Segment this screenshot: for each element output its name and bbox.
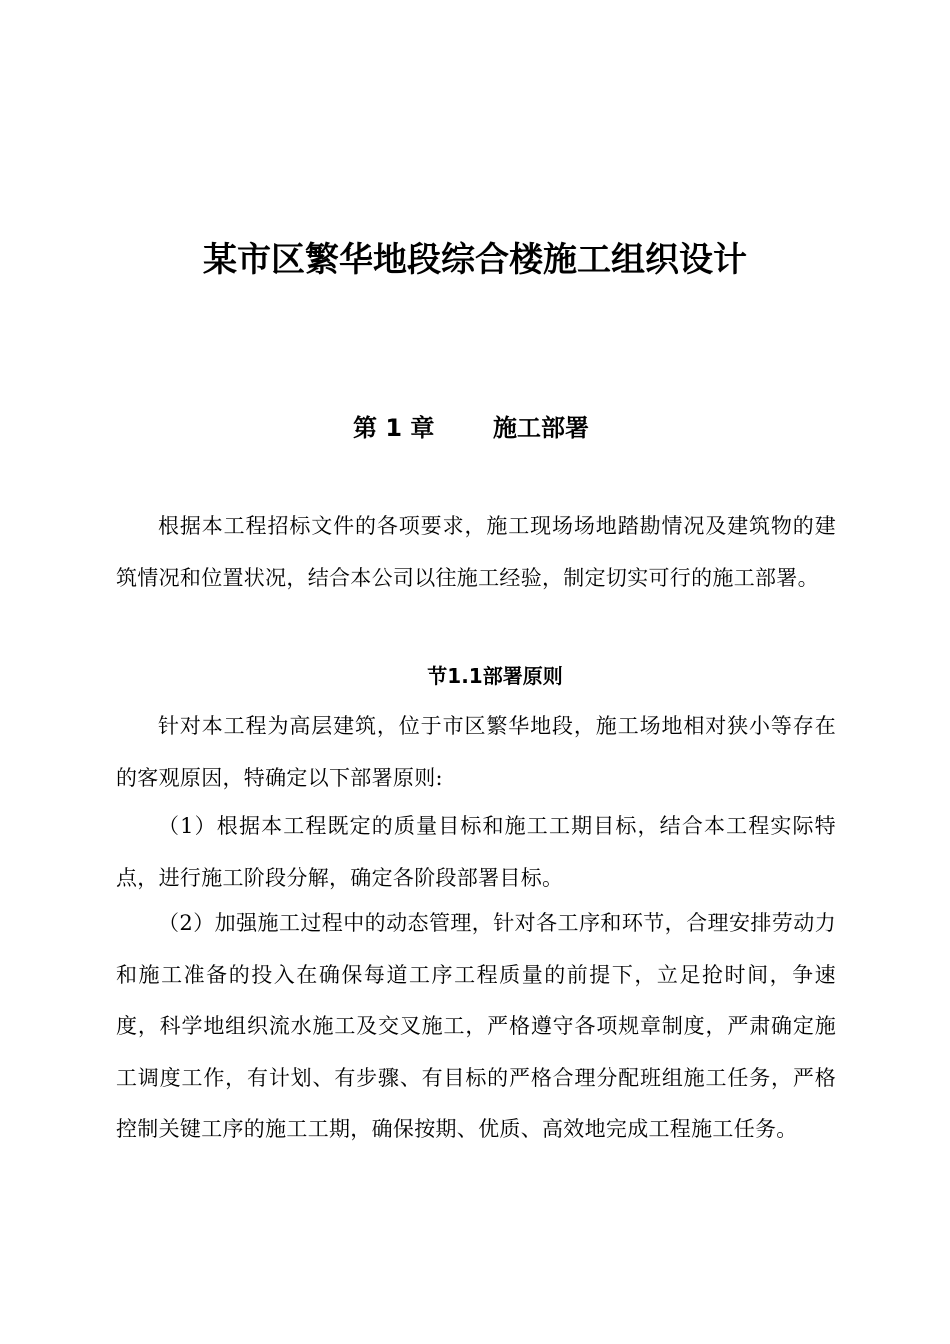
chapter-title: 施工部署 <box>493 414 589 442</box>
section-paragraph: 针对本工程为高层建筑，位于市区繁华地段，施工场地相对狭小等存在的客观原因，特确定以下部署原则: <box>116 714 836 790</box>
section-paragraph: （2）加强施工过程中的动态管理，针对各工序和环节，合理安排劳动力和施工准备的投入在确保每道工序工程质量的前提下，立足抢时间，争速度，科学地组织流水施工及交叉施工，严格遵守各项规章制度，严肃确定施工调度工作，有计划、有步骤、有目标的严格合理分配班组施工任务，严格控制关键工序的施工工期，确保按期、优质、高效地完成工程施工任务。 <box>116 911 836 1141</box>
document-title: 某市区繁华地段综合楼施工组织设计 <box>203 240 747 280</box>
intro-paragraph: 根据本工程招标文件的各项要求，施工现场场地踏勘情况及建筑物的建筑情况和位置状况，结合本公司以往施工经验，制定切实可行的施工部署。 <box>116 514 836 590</box>
section-heading: 节1.1部署原则 <box>427 664 563 688</box>
chapter-number: 第 1 章 <box>353 414 435 442</box>
section-paragraph: （1）根据本工程既定的质量目标和施工工期目标，结合本工程实际特点，进行施工阶段分解，确定各阶段部署目标。 <box>116 814 836 890</box>
